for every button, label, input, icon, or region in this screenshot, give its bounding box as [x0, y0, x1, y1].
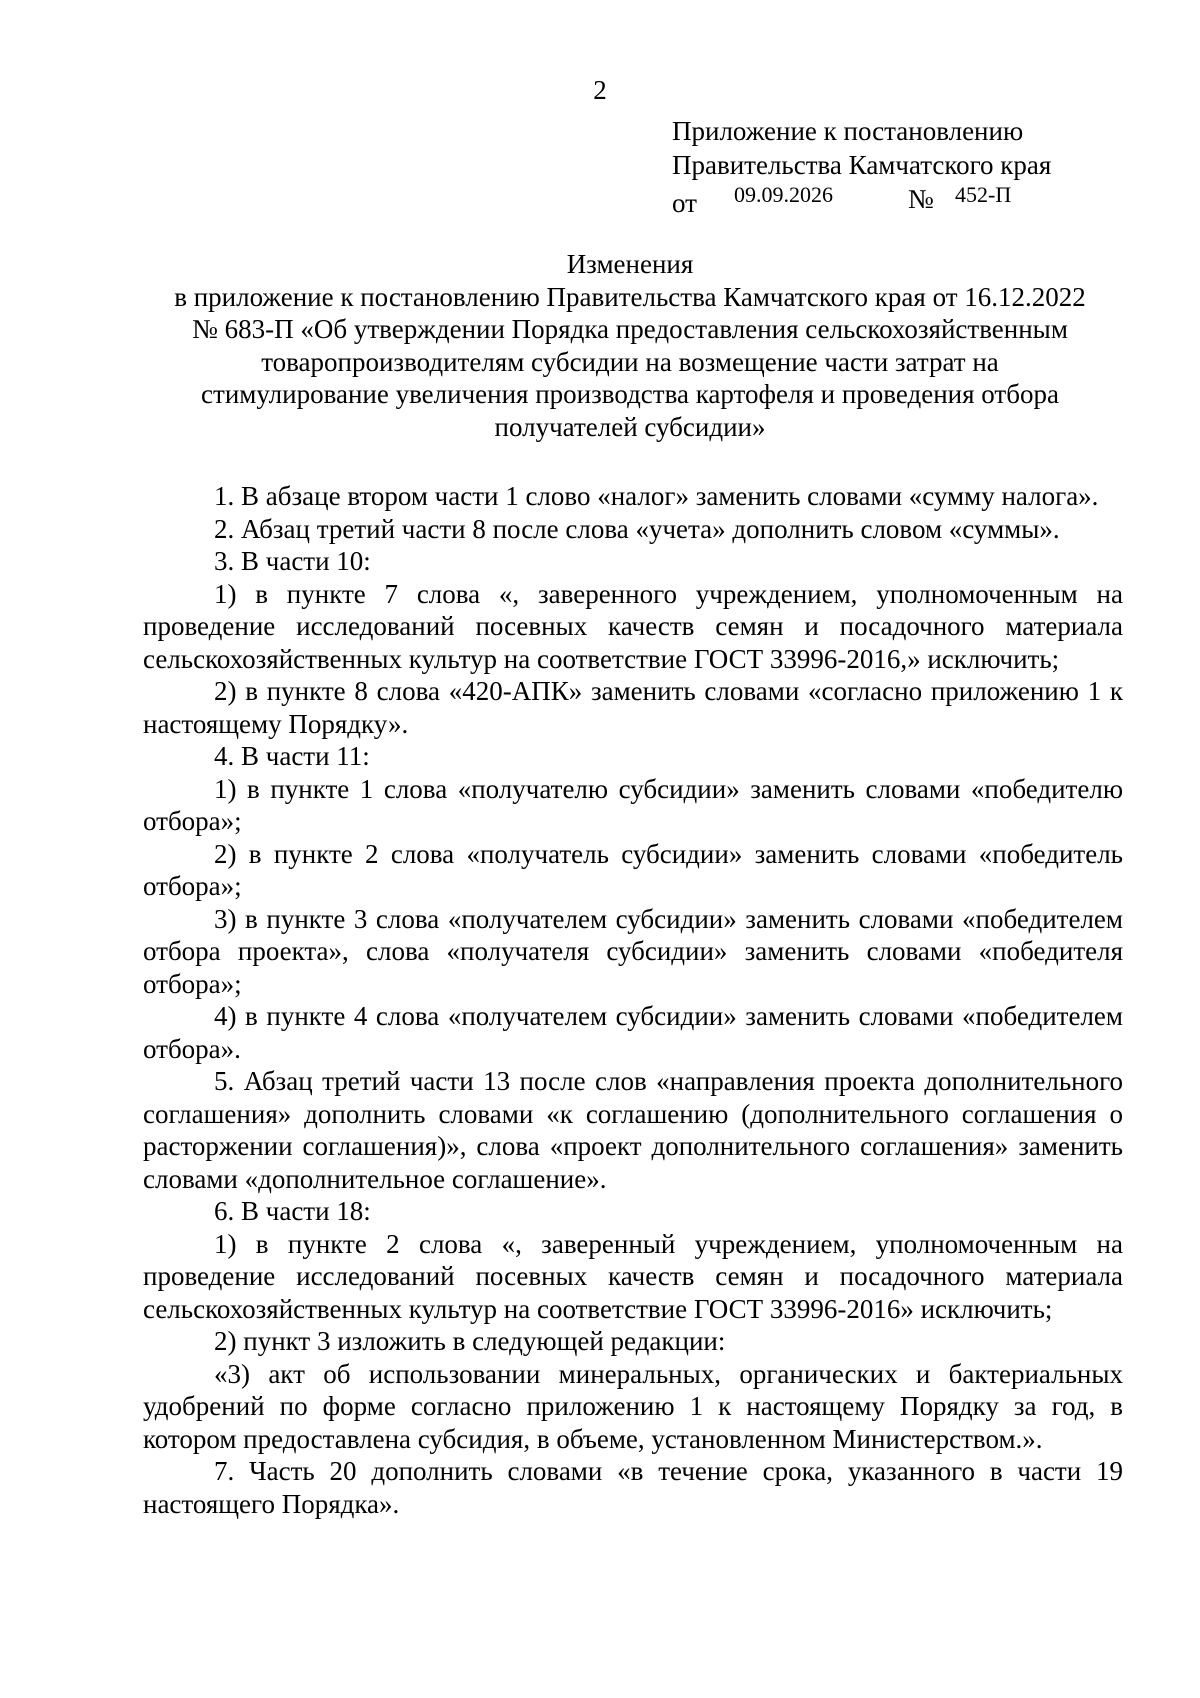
paragraph: 1) в пункте 2 слова «, заверенный учреждением, уполномоченным на проведение исследований посевных качеств семян и посадочного материала сельскохозяйственных культур на соответствие ГОСТ 33996-2016» исключить; — [143, 1228, 1123, 1324]
appendix-line-2: Правительства Камчатского края — [672, 150, 1052, 180]
paragraph: 4. В части 11: — [214, 741, 370, 771]
number-label: № — [908, 184, 934, 214]
paragraph: 7. Часть 20 дополнить словами «в течение срока, указанного в части 19 настоящего Порядка». — [143, 1456, 1123, 1519]
from-label: от — [672, 188, 697, 218]
paragraph: 2) в пункте 8 слова «420-АПК» заменить словами «согласно приложению 1 к настоящему Порядку». — [143, 676, 1123, 739]
appendix-date-row — [672, 182, 1051, 216]
paragraph: 1) в пункте 1 слова «получателю субсидии» заменить словами «победителю отбора»; — [143, 773, 1123, 836]
page-number: 2 — [593, 75, 607, 105]
paragraph: 4) в пункте 4 слова «получателем субсидии» заменить словами «победителем отбора». — [143, 1001, 1123, 1064]
paragraph: 5. Абзац третий части 13 после слов «направления проекта дополнительного соглашения» дополнить словами «к соглашению (дополнительного соглашения о расторжении соглашения)», слова «проект дополнительного соглашения» заменить словами «дополнительное соглашение». — [143, 1066, 1123, 1194]
paragraph: 3. В части 10: — [214, 546, 371, 576]
title-line: в приложение к постановлению Правительства Камчатского края от 16.12.2022 — [174, 281, 1086, 312]
title-line: товаропроизводителям субсидии на возмещение части затрат на — [261, 346, 999, 377]
paragraph: «3) акт об использовании минеральных, органических и бактериальных удобрений по форме согласно приложению 1 к настоящему Порядку за год, в котором предоставлена субсидия, в объеме, установленном Министерством.». — [143, 1358, 1123, 1454]
document-title — [130, 248, 1130, 443]
appendix-line-1: Приложение к постановлению — [672, 116, 1024, 146]
decree-date: 09.09.2026 — [734, 182, 833, 207]
paragraph: 1) в пункте 7 слова «, заверенного учреждением, уполномоченным на проведение исследований посевных качеств семян и посадочного материала сельскохозяйственных культур на соответствие ГОСТ 33996-2016,» исключить; — [143, 578, 1123, 674]
paragraph: 2) пункт 3 изложить в следующей редакции: — [214, 1326, 726, 1356]
title-line: получателей субсидии» — [494, 411, 766, 442]
title-line: № 683-П «Об утверждении Порядка предоставления сельскохозяйственным — [192, 314, 1068, 344]
title-line: стимулирование увеличения производства картофеля и проведения отбора — [201, 379, 1059, 409]
paragraph: 3) в пункте 3 слова «получателем субсидии» заменить словами «победителем отбора проекта», слова «получателя субсидии» заменить словами «победителя отбора»; — [143, 903, 1123, 999]
paragraph: 2) в пункте 2 слова «получатель субсидии» заменить словами «победитель отбора»; — [143, 838, 1123, 901]
appendix-header — [672, 114, 1051, 216]
paragraph: 2. Абзац третий части 8 после слова «учета» дополнить словом «суммы». — [214, 513, 1060, 544]
decree-number: 452-П — [955, 182, 1012, 207]
paragraph: 6. В части 18: — [214, 1196, 371, 1226]
document-body — [143, 480, 1123, 1520]
paragraph: 1. В абзаце втором части 1 слово «налог» заменить словами «сумму налога». — [214, 481, 1099, 511]
title-heading: Изменения — [566, 249, 694, 279]
